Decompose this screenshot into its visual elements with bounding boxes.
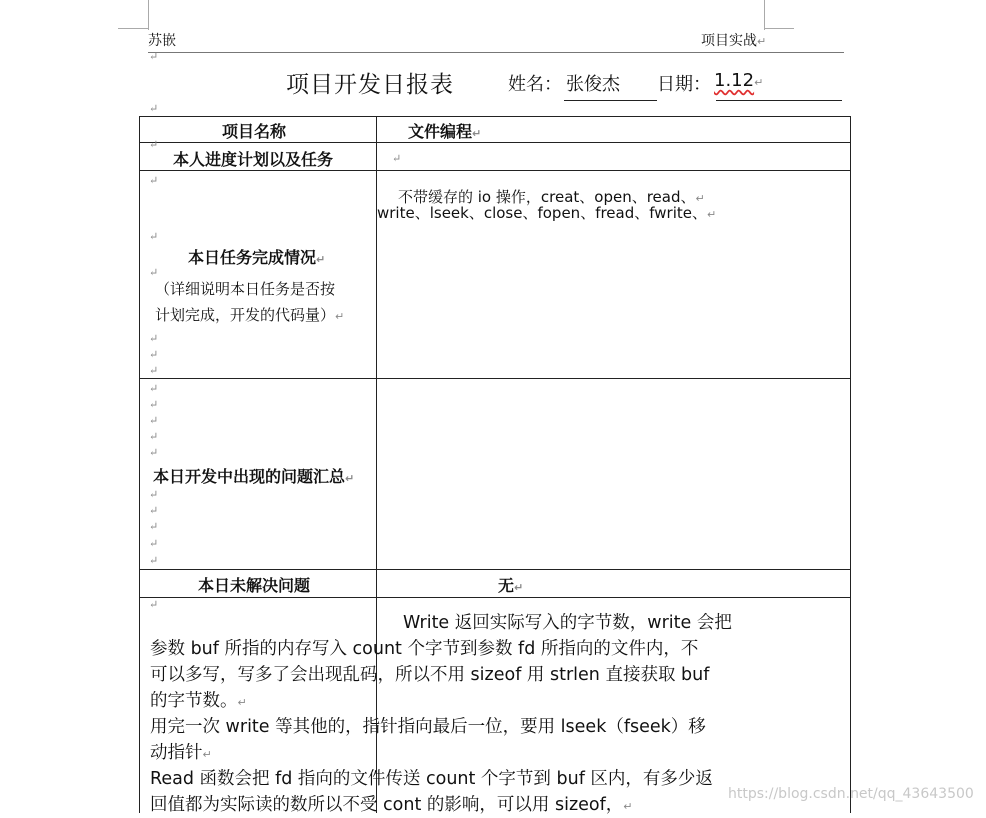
completion-label: 本日任务完成情况: [188, 248, 317, 267]
paragraph-mark-icon: ↵: [202, 748, 212, 761]
paragraph-mark-icon: ↵: [149, 51, 159, 63]
name-value: 张俊杰: [566, 74, 620, 95]
table-row-divider: [139, 170, 851, 171]
crop-mark-top-right-v: [764, 0, 765, 30]
paragraph-mark-icon: ↵: [757, 35, 767, 48]
paragraph-mark-icon: ↵: [335, 310, 345, 323]
crop-mark-top-right-h: [764, 28, 794, 29]
table-border-left: [139, 116, 140, 813]
unresolved-label: 本日未解决问题: [198, 576, 311, 595]
project-name-label: 项目名称: [222, 122, 287, 141]
header-divider: [148, 52, 844, 53]
body-line-8: 回值都为实际读的数所以不受 cont 的影响，可以用 sizeof，: [150, 795, 624, 815]
table-row-divider: [139, 569, 851, 570]
progress-plan-label: 本人进度计划以及任务: [173, 150, 334, 169]
crop-mark-top-left-v: [148, 0, 149, 30]
completion-content-line1: 不带缓存的 io 操作，creat、open、read、: [398, 188, 696, 206]
paragraph-mark-icon: ↵: [345, 472, 355, 485]
paragraph-mark-icon: ↵: [316, 253, 326, 266]
name-underline: [564, 100, 657, 101]
crop-mark-top-left-h: [118, 28, 148, 29]
unresolved-value: 无: [498, 576, 515, 595]
body-line-5: 用完一次 write 等其他的，指针指向最后一位，要用 lseek（fseek）移: [150, 717, 706, 737]
body-line-3: 可以多写，写多了会出现乱码，所以不用 sizeof 用 strlen 直接获取 buf: [150, 665, 710, 685]
table-row-divider: [139, 378, 851, 379]
paragraph-mark-icon: ↵: [149, 333, 159, 345]
paragraph-mark-icon: ↵: [695, 192, 705, 205]
paragraph-mark-icon: ↵: [149, 399, 159, 411]
paragraph-mark-icon: ↵: [514, 581, 524, 594]
header-right: [701, 30, 766, 50]
paragraph-mark-icon: ↵: [149, 489, 159, 501]
paragraph-mark-icon: ↵: [472, 127, 482, 140]
completion-note-line2: 计划完成，开发的代码量）: [155, 306, 336, 324]
paragraph-mark-icon: ↵: [623, 800, 633, 813]
name-label: 姓名：: [508, 74, 562, 95]
body-line-1: Write 返回实际写入的字节数，write 会把: [403, 613, 732, 633]
paragraph-mark-icon: ↵: [149, 267, 159, 279]
paragraph-mark-icon: ↵: [237, 696, 247, 709]
body-line-7: Read 函数会把 fd 指向的文件传送 count 个字节到 buf 区内，有多少返: [150, 769, 713, 789]
watermark: https://blog.csdn.net/qq_43643500: [728, 786, 974, 802]
table-border-top: [139, 116, 851, 117]
body-line-6: 动指针: [150, 743, 203, 763]
paragraph-mark-icon: ↵: [149, 538, 159, 550]
paragraph-mark-icon: ↵: [149, 415, 159, 427]
completion-note-line1: （详细说明本日任务是否按: [155, 280, 336, 298]
paragraph-mark-icon: ↵: [149, 599, 159, 611]
date-underline: [716, 100, 842, 101]
table-border-right: [850, 116, 851, 813]
issues-summary-label: 本日开发中出现的问题汇总: [153, 467, 346, 486]
paragraph-mark-icon: ↵: [149, 505, 159, 517]
paragraph-mark-icon: ↵: [149, 555, 159, 567]
paragraph-mark-icon: ↵: [149, 521, 159, 533]
table-row-divider: [139, 597, 851, 598]
paragraph-mark-icon: ↵: [149, 103, 159, 115]
paragraph-mark-icon: ↵: [754, 76, 764, 89]
paragraph-mark-icon: ↵: [706, 208, 717, 221]
date-label: 日期：: [657, 74, 711, 95]
paragraph-mark-icon: ↵: [392, 153, 402, 165]
paragraph-mark-icon: ↵: [149, 175, 159, 187]
table-row-divider: [139, 142, 851, 143]
paragraph-mark-icon: ↵: [149, 383, 159, 395]
body-line-4: 的字节数。: [150, 691, 238, 711]
paragraph-mark-icon: ↵: [149, 447, 159, 459]
body-line-2: 参数 buf 所指的内存写入 count 个字节到参数 fd 所指向的文件内，不: [150, 639, 699, 659]
completion-content-line2: write、lseek、close、fopen、fread、fwrite、: [377, 204, 707, 222]
paragraph-mark-icon: ↵: [149, 365, 159, 377]
paragraph-mark-icon: ↵: [149, 231, 159, 243]
paragraph-mark-icon: ↵: [149, 349, 159, 361]
paragraph-mark-icon: ↵: [149, 431, 159, 443]
header-right-text: 项目实战: [701, 33, 757, 49]
project-name-value: 文件编程: [408, 122, 473, 141]
document-title: 项目开发日报表: [286, 72, 454, 98]
paragraph-mark-icon: ↵: [149, 139, 159, 151]
date-value: 1.12: [714, 70, 755, 91]
header-left: 苏嵌: [148, 33, 176, 49]
